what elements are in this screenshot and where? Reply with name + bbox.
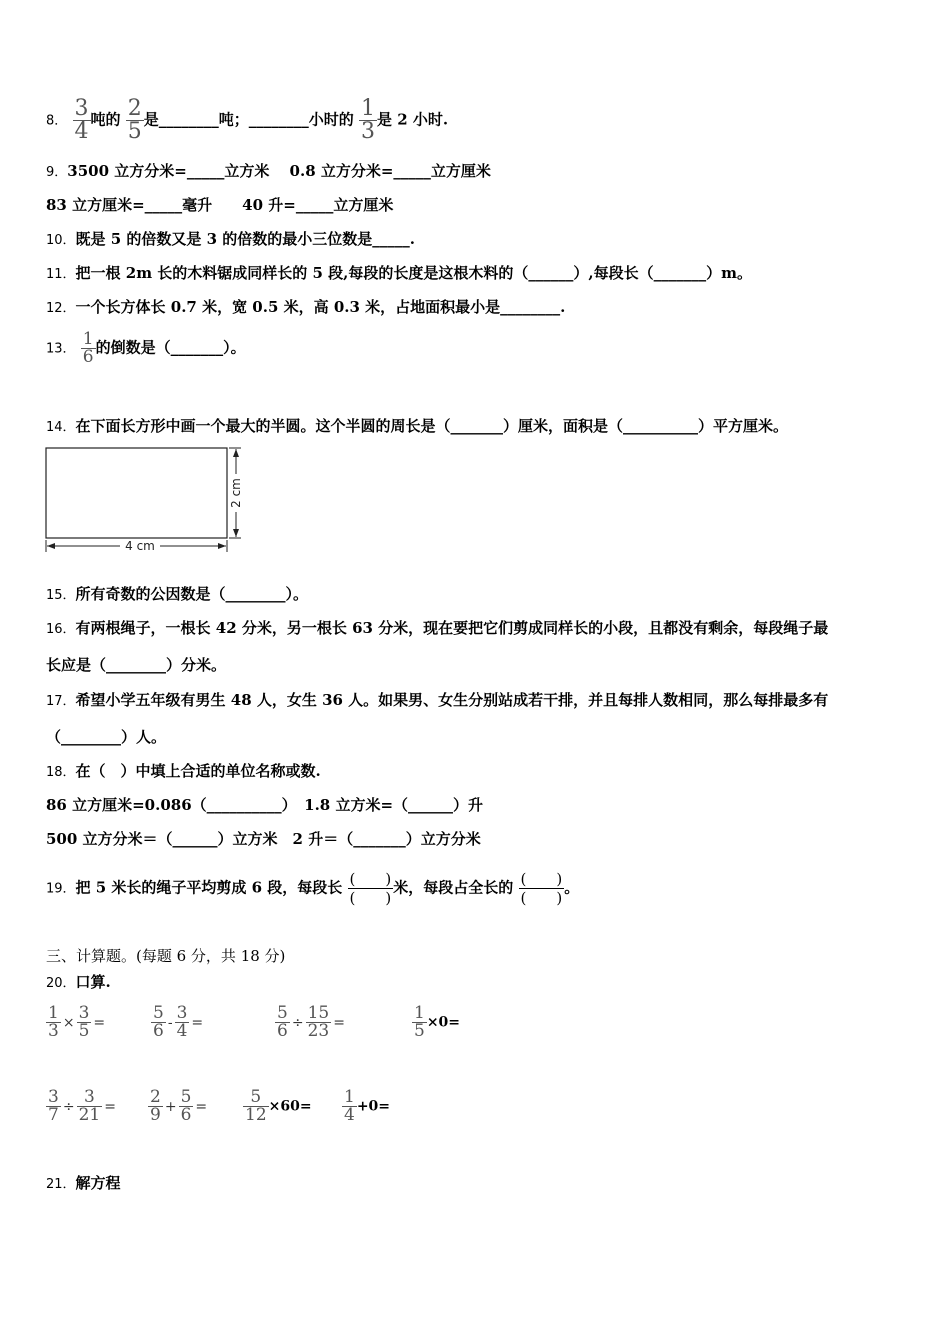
question-17-line2: （________）人。 [46,728,167,746]
question-16 [46,618,828,640]
question-text: 有两根绳子，一根长 42 分米，另一根长 63 分米，现在要把它们剪成同样长的小段，且都没有剩余，每段绳子最 [75,619,829,637]
blank-fraction: ( ) ( ) [520,870,563,907]
question-number: 13． [46,341,76,357]
question-number: 20． [46,976,76,991]
question-14 [46,416,788,438]
operator: + [164,1098,177,1115]
question-text: 口算. [75,973,111,991]
rectangle-diagram [40,444,255,559]
operator: +0= [356,1098,391,1115]
question-number: 19． [46,881,76,897]
fraction: $\frac{1}{3}$ [48,1003,59,1041]
equals: = [93,1014,106,1031]
height-label: 2 cm [229,478,243,508]
question-text: 是 2 小时. [377,110,449,129]
fraction: $\frac{5}{12}$ [245,1087,267,1125]
arrowhead [233,529,239,537]
fraction: $\frac{3}{7}$ [48,1087,59,1125]
question-21 [46,1173,121,1195]
fraction: $\frac{1}{6}$ [82,329,94,367]
question-9-line2: 83 立方厘米=_____毫升 40 升=_____立方厘米 [46,196,394,214]
fraction: $\frac{2}{5}$ [127,96,142,144]
question-number: 21． [46,1177,76,1192]
question-number: 15． [46,588,76,603]
calc-item [148,1089,209,1124]
calc-item [46,1005,107,1040]
question-text: 吨的 [90,110,121,129]
fraction: $\frac{5}{6}$ [153,1003,164,1041]
arrowhead [218,543,226,549]
question-12 [46,297,565,319]
question-8 [46,98,448,143]
arrowhead [47,543,55,549]
question-18-line3: 500 立方分米＝（______）立方米 2 升＝（_______）立方分米 [46,830,481,848]
operator: ÷ [62,1098,75,1115]
fraction: $\frac{5}{6}$ [277,1003,288,1041]
question-text: 。 [564,878,580,897]
question-text: 米，每段占全长的 [393,878,514,897]
equals: = [191,1014,204,1031]
rectangle [46,448,227,538]
question-text: 是________吨；________小时的 [143,110,354,129]
question-11 [46,263,752,285]
question-number: 18． [46,765,76,780]
question-10 [46,229,415,251]
fraction: $\frac{1}{5}$ [414,1003,425,1041]
question-19 [46,870,579,907]
question-text: 既是 5 的倍数又是 3 的倍数的最小三位数是_____. [75,230,416,248]
question-text: 的倒数是（_______）。 [95,338,246,357]
operator: ×60= [268,1098,312,1115]
question-text: 解方程 [75,1174,121,1192]
calc-item [275,1005,347,1040]
question-number: 16． [46,622,76,637]
calc-item [412,1005,460,1040]
fraction: $\frac{5}{6}$ [180,1087,192,1125]
question-text: 一个长方体长 0.7 米，宽 0.5 米，高 0.3 米，占地面积最小是________. [75,298,566,316]
question-number: 9． [46,165,68,180]
operator: ÷ [291,1014,304,1031]
question-number: 8． [46,113,68,129]
calc-item [342,1089,390,1124]
width-label: 4 cm [125,539,155,553]
equals: = [195,1098,208,1115]
fraction: $\frac{15}{23}$ [307,1003,330,1041]
calc-item [46,1089,118,1124]
blank-fraction: ( ) ( ) [349,870,392,907]
question-number: 17． [46,694,76,709]
question-text: 把 5 米长的绳子平均剪成 6 段，每段长 [75,878,343,897]
fraction: $\frac{1}{3}$ [361,96,376,144]
question-number: 10． [46,233,76,248]
question-15 [46,584,308,606]
arrowhead [233,449,239,457]
question-16-line2: 长应是（________）分米。 [46,656,227,674]
question-text: 在（ ）中填上合适的单位名称或数. [75,762,321,780]
question-number: 11． [46,267,76,282]
fraction: $\frac{3}{4}$ [176,1003,188,1041]
question-18 [46,761,321,783]
equals: = [104,1098,116,1115]
fraction: $\frac{3}{4}$ [74,96,89,144]
fraction: $\frac{1}{4}$ [344,1087,355,1125]
equals: = [333,1014,345,1031]
question-number: 14． [46,420,76,435]
question-18-line2: 86 立方厘米=0.086（__________） 1.8 立方米=（______）升 [46,796,484,814]
fraction: $\frac{3}{5}$ [78,1003,90,1041]
question-13 [46,331,246,366]
question-text: 希望小学五年级有男生 48 人，女生 36 人。如果男、女生分别站成若干排，并且每排人数相同，那么每排最多有 [75,691,829,709]
operator: × [62,1014,75,1031]
question-number: 12． [46,301,76,316]
section-title: 三、计算题。(每题 6 分，共 18 分) [46,947,286,965]
question-17 [46,690,828,712]
question-text: 在下面长方形中画一个最大的半圆。这个半圆的周长是（_______）厘米，面积是（__________）平方厘米。 [75,417,789,435]
fraction: $\frac{3}{21}$ [78,1087,101,1125]
question-text: 所有奇数的公因数是（________）。 [75,585,309,603]
question-text: 3500 立方分米=_____立方米 0.8 立方分米=_____立方厘米 [67,162,491,180]
question-9 [46,161,491,183]
question-text: 把一根 2m 长的木料锯成同样长的 5 段,每段的长度是这根木料的（______）,每段长（_______）m。 [75,264,753,282]
operator: - [167,1014,173,1031]
calc-item [151,1005,205,1040]
operator: ×0= [426,1014,461,1031]
question-20 [46,972,111,994]
fraction: $\frac{2}{9}$ [150,1087,161,1125]
calc-item [243,1089,312,1124]
